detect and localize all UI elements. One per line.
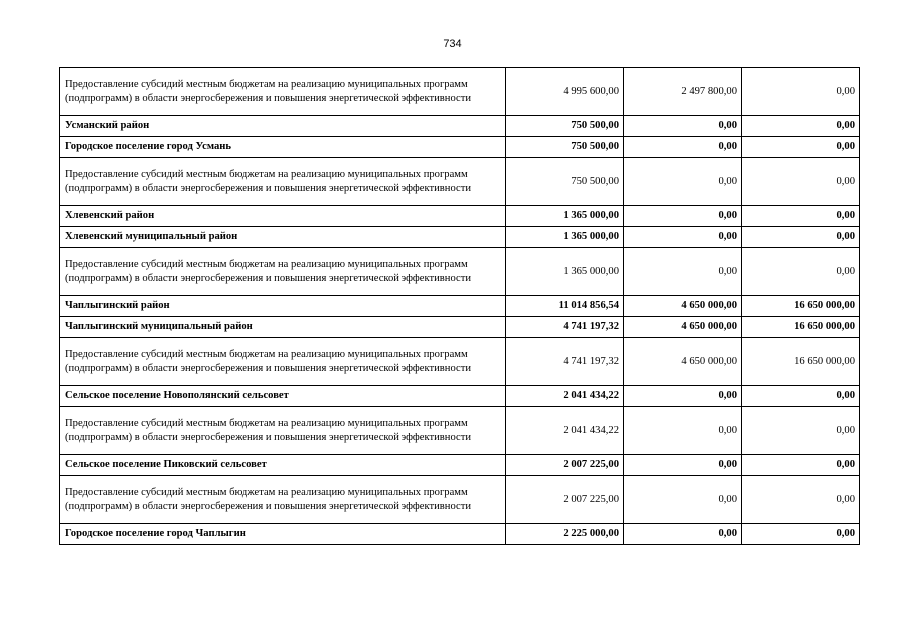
row-value-2-cell: 0,00 xyxy=(624,455,742,476)
row-value-2-cell: 0,00 xyxy=(624,476,742,524)
row-name-cell: Сельское поселение Пиковский сельсовет xyxy=(60,455,506,476)
row-value-3-cell: 0,00 xyxy=(742,476,860,524)
row-name-cell: Хлевенский муниципальный район xyxy=(60,227,506,248)
row-value-3-cell: 0,00 xyxy=(742,455,860,476)
row-value-3-cell: 0,00 xyxy=(742,116,860,137)
row-value-3-cell: 0,00 xyxy=(742,524,860,545)
row-value-2-cell: 0,00 xyxy=(624,137,742,158)
row-name-cell: Чаплыгинский район xyxy=(60,296,506,317)
row-value-3-cell: 16 650 000,00 xyxy=(742,338,860,386)
budget-table xyxy=(59,67,860,545)
row-value-1-cell: 2 007 225,00 xyxy=(506,455,624,476)
row-value-2-cell: 0,00 xyxy=(624,386,742,407)
row-value-1-cell: 2 225 000,00 xyxy=(506,524,624,545)
table-row-group xyxy=(60,116,860,137)
row-value-2-cell: 4 650 000,00 xyxy=(624,338,742,386)
budget-table-body xyxy=(60,68,860,545)
row-value-3-cell: 0,00 xyxy=(742,227,860,248)
table-row-group xyxy=(60,296,860,317)
row-name-cell: Предоставление субсидий местным бюджетам на реализацию муниципальных программ (подпрограмм) в области энергосбережения и повышения энергетической эффективности xyxy=(60,248,506,296)
table-row-group xyxy=(60,137,860,158)
row-value-2-cell: 0,00 xyxy=(624,116,742,137)
row-value-2-cell: 0,00 xyxy=(624,248,742,296)
row-value-1-cell: 750 500,00 xyxy=(506,116,624,137)
row-value-1-cell: 4 741 197,32 xyxy=(506,317,624,338)
table-row-group xyxy=(60,455,860,476)
table-row-group xyxy=(60,524,860,545)
row-value-1-cell: 2 041 434,22 xyxy=(506,407,624,455)
row-value-1-cell: 2 041 434,22 xyxy=(506,386,624,407)
row-value-1-cell: 4 995 600,00 xyxy=(506,68,624,116)
row-value-1-cell: 2 007 225,00 xyxy=(506,476,624,524)
row-name-cell: Хлевенский район xyxy=(60,206,506,227)
row-name-cell: Чаплыгинский муниципальный район xyxy=(60,317,506,338)
row-name-cell: Предоставление субсидий местным бюджетам на реализацию муниципальных программ (подпрограмм) в области энергосбережения и повышения энергетической эффективности xyxy=(60,68,506,116)
row-value-1-cell: 750 500,00 xyxy=(506,158,624,206)
row-value-3-cell: 0,00 xyxy=(742,68,860,116)
table-row-group xyxy=(60,227,860,248)
row-value-2-cell: 0,00 xyxy=(624,524,742,545)
row-value-3-cell: 0,00 xyxy=(742,158,860,206)
row-value-1-cell: 750 500,00 xyxy=(506,137,624,158)
row-value-2-cell: 4 650 000,00 xyxy=(624,296,742,317)
row-value-1-cell: 1 365 000,00 xyxy=(506,227,624,248)
row-value-1-cell: 11 014 856,54 xyxy=(506,296,624,317)
row-value-3-cell: 0,00 xyxy=(742,137,860,158)
row-name-cell: Предоставление субсидий местным бюджетам на реализацию муниципальных программ (подпрограмм) в области энергосбережения и повышения энергетической эффективности xyxy=(60,158,506,206)
row-value-2-cell: 0,00 xyxy=(624,158,742,206)
row-name-cell: Городское поселение город Усмань xyxy=(60,137,506,158)
table-row-item xyxy=(60,476,860,524)
row-name-cell: Усманский район xyxy=(60,116,506,137)
table-row-item xyxy=(60,68,860,116)
table-row-group xyxy=(60,317,860,338)
row-value-2-cell: 0,00 xyxy=(624,407,742,455)
row-name-cell: Сельское поселение Новополянский сельсовет xyxy=(60,386,506,407)
table-row-item xyxy=(60,158,860,206)
row-value-3-cell: 0,00 xyxy=(742,248,860,296)
table-row-group xyxy=(60,386,860,407)
row-value-3-cell: 0,00 xyxy=(742,206,860,227)
table-row-group xyxy=(60,206,860,227)
table-row-item xyxy=(60,407,860,455)
row-value-1-cell: 1 365 000,00 xyxy=(506,206,624,227)
row-value-2-cell: 0,00 xyxy=(624,227,742,248)
table-row-item xyxy=(60,248,860,296)
row-value-3-cell: 0,00 xyxy=(742,386,860,407)
row-value-3-cell: 0,00 xyxy=(742,407,860,455)
row-name-cell: Предоставление субсидий местным бюджетам на реализацию муниципальных программ (подпрограмм) в области энергосбережения и повышения энергетической эффективности xyxy=(60,407,506,455)
row-value-2-cell: 0,00 xyxy=(624,206,742,227)
row-value-2-cell: 4 650 000,00 xyxy=(624,317,742,338)
row-name-cell: Предоставление субсидий местным бюджетам на реализацию муниципальных программ (подпрограмм) в области энергосбережения и повышения энергетической эффективности xyxy=(60,338,506,386)
row-value-1-cell: 1 365 000,00 xyxy=(506,248,624,296)
table-row-item xyxy=(60,338,860,386)
row-value-3-cell: 16 650 000,00 xyxy=(742,317,860,338)
row-name-cell: Городское поселение город Чаплыгин xyxy=(60,524,506,545)
page-number: 734 xyxy=(443,38,462,50)
row-value-2-cell: 2 497 800,00 xyxy=(624,68,742,116)
row-value-1-cell: 4 741 197,32 xyxy=(506,338,624,386)
row-value-3-cell: 16 650 000,00 xyxy=(742,296,860,317)
row-name-cell: Предоставление субсидий местным бюджетам на реализацию муниципальных программ (подпрограмм) в области энергосбережения и повышения энергетической эффективности xyxy=(60,476,506,524)
